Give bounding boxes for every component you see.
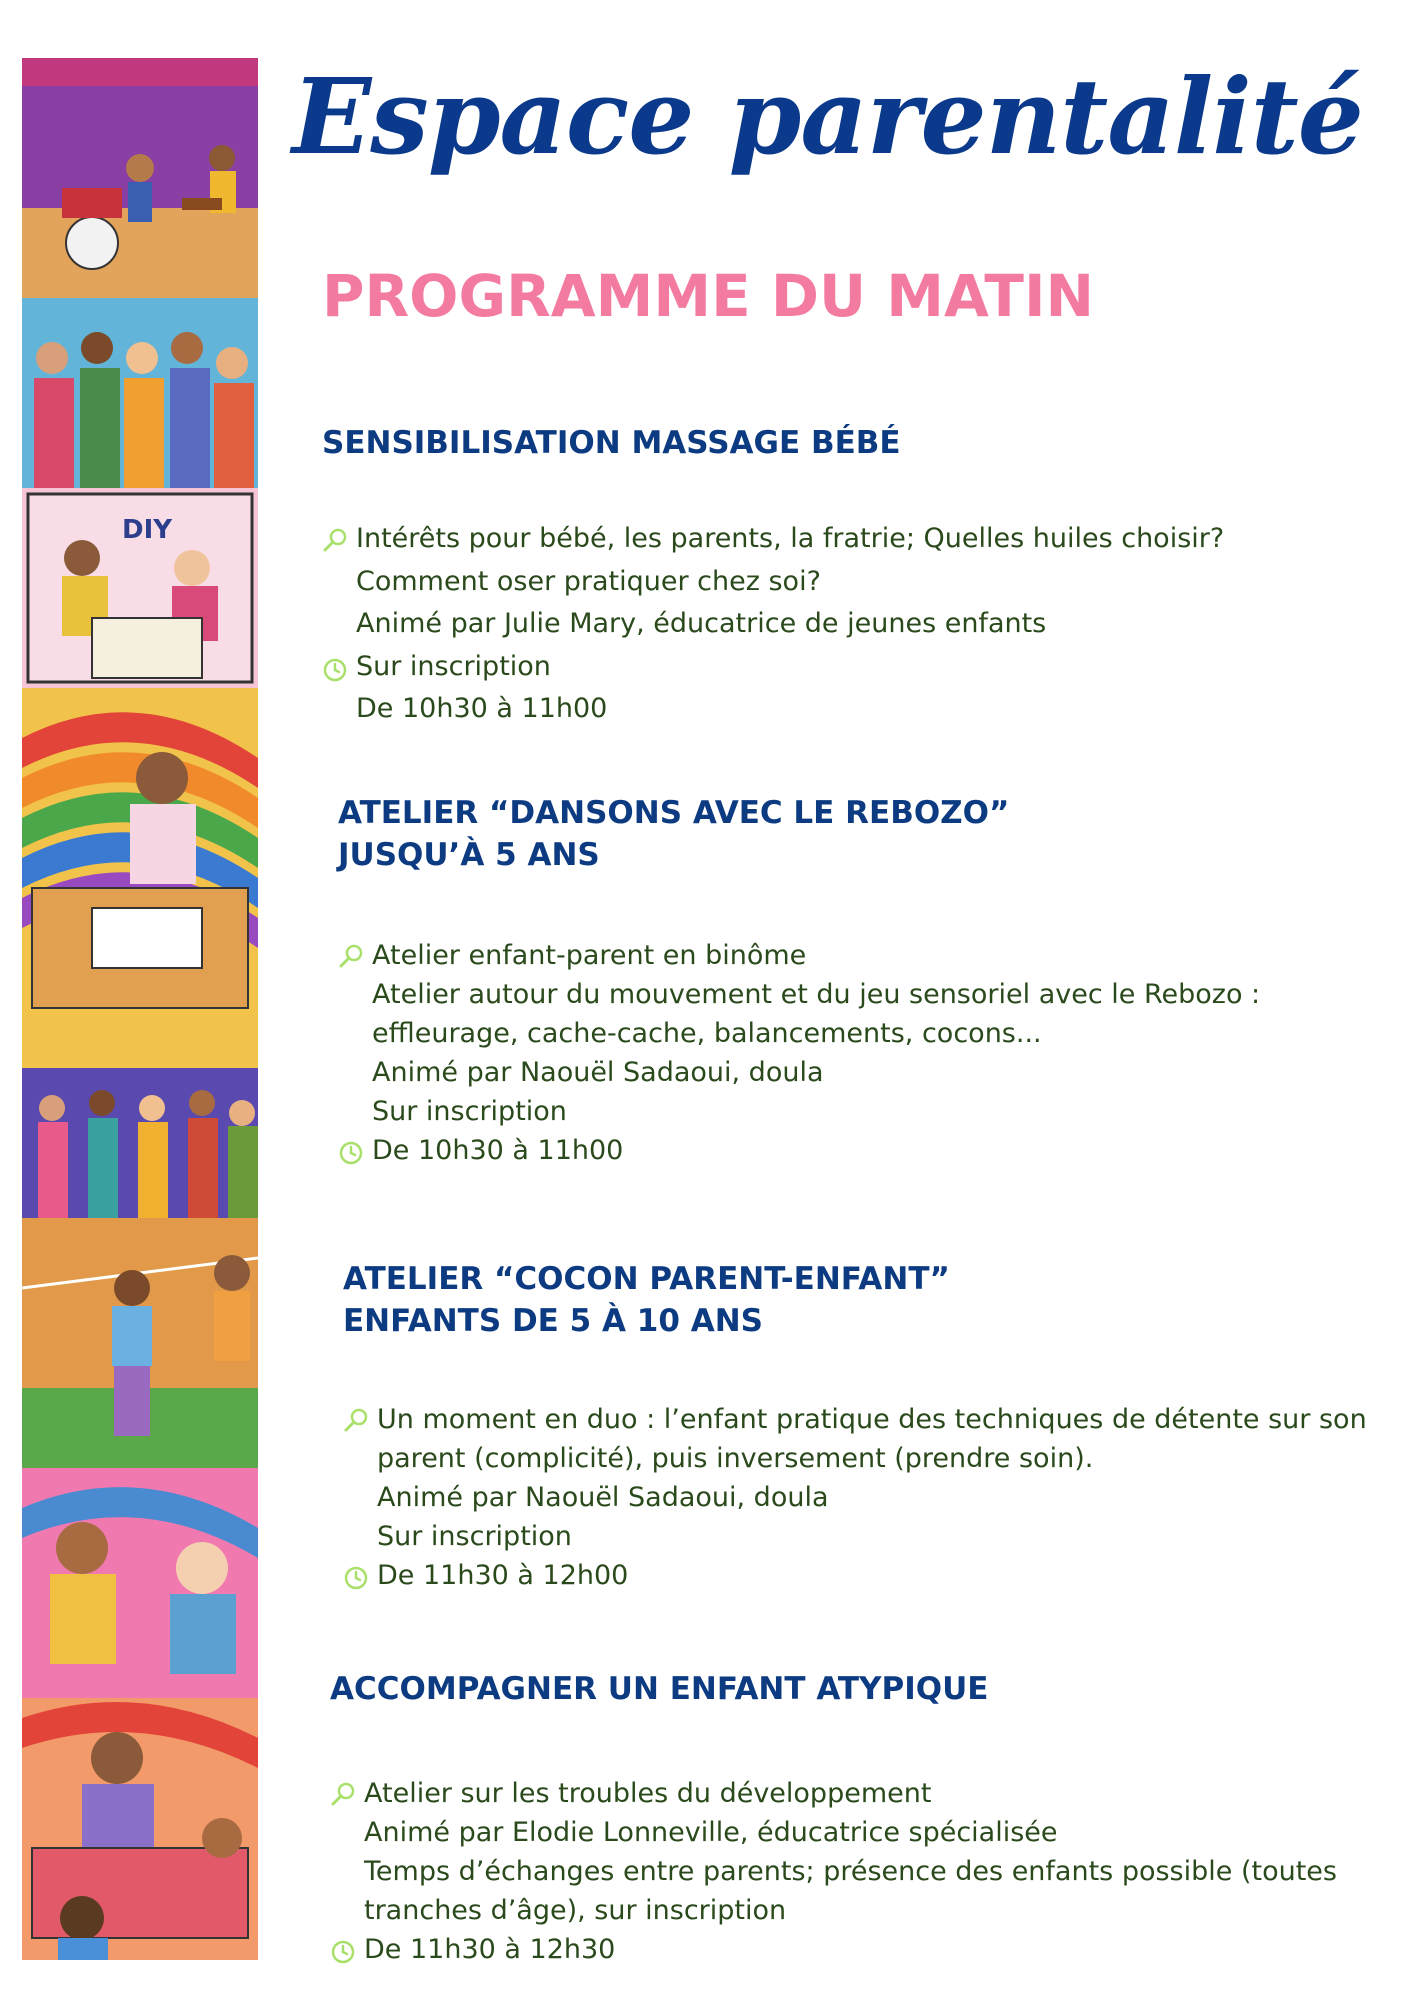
svg-text:DIY: DIY [122,515,173,545]
section-line: De 11h30 à 12h00 [343,1556,1367,1595]
section-line: Atelier sur les troubles du développement [330,1774,1337,1813]
page-title: Espace parentalité [292,55,1363,178]
section-line: Sur inscription [322,646,1224,689]
clock-icon [322,654,350,682]
section-heading: SENSIBILISATION MASSAGE BÉBÉ [322,425,901,461]
section-line: De 10h30 à 11h00 [356,693,608,724]
clock-icon [338,1137,366,1165]
section-line: Un moment en duo : l’enfant pratique des techniques de détente sur son [343,1400,1367,1439]
magnifier-icon [338,942,366,970]
section-line: Comment oser pratiquer chez soi? [356,565,821,597]
section-line: Atelier autour du mouvement et du jeu sensoriel avec le Rebozo : [372,979,1261,1010]
clock-icon [330,1936,358,1964]
section-line: parent (complicité), puis inversement (prendre soin). [377,1443,1094,1474]
section-cocon [343,1258,1367,1595]
section-line: Animé par Julie Mary, éducatrice de jeunes enfants [356,608,1047,639]
section-line: effleurage, cache-cache, balancements, cocons... [372,1018,1042,1049]
section-massage-bebe [322,422,1224,731]
section-line: Atelier enfant-parent en binôme [338,936,1260,975]
section-line: Sur inscription [372,1096,567,1127]
illustration-strip [22,58,258,1960]
section-heading: ACCOMPAGNER UN ENFANT ATYPIQUE [330,1671,989,1707]
clock-icon [343,1562,371,1590]
section-line: Animé par Elodie Lonneville, éducatrice spécialisée [364,1817,1058,1848]
program-subtitle: PROGRAMME DU MATIN [322,262,1095,330]
section-line: Animé par Naouël Sadaoui, doula [372,1057,824,1088]
magnifier-icon [330,1780,358,1808]
magnifier-icon [322,526,350,554]
section-heading: ATELIER “DANSONS AVEC LE REBOZO” JUSQU’À 5 ANS [338,795,1010,873]
section-line: Intérêts pour bébé, les parents, la fratrie; Quelles huiles choisir? [322,518,1224,561]
section-line: Sur inscription [377,1521,572,1552]
section-enfant-atypique [330,1668,1337,1969]
section-line: Temps d’échanges entre parents; présence des enfants possible (toutes [364,1856,1337,1887]
section-line: De 10h30 à 11h00 [338,1131,1260,1170]
magnifier-icon [343,1406,371,1434]
section-heading: ATELIER “COCON PARENT-ENFANT” ENFANTS DE 5 À 10 ANS [343,1261,950,1339]
section-line: tranches d’âge), sur inscription [364,1895,787,1926]
section-line: De 11h30 à 12h30 [330,1930,1337,1969]
section-line: Animé par Naouël Sadaoui, doula [377,1482,829,1513]
section-rebozo [338,792,1260,1170]
community-mural-illustration [22,58,258,1960]
